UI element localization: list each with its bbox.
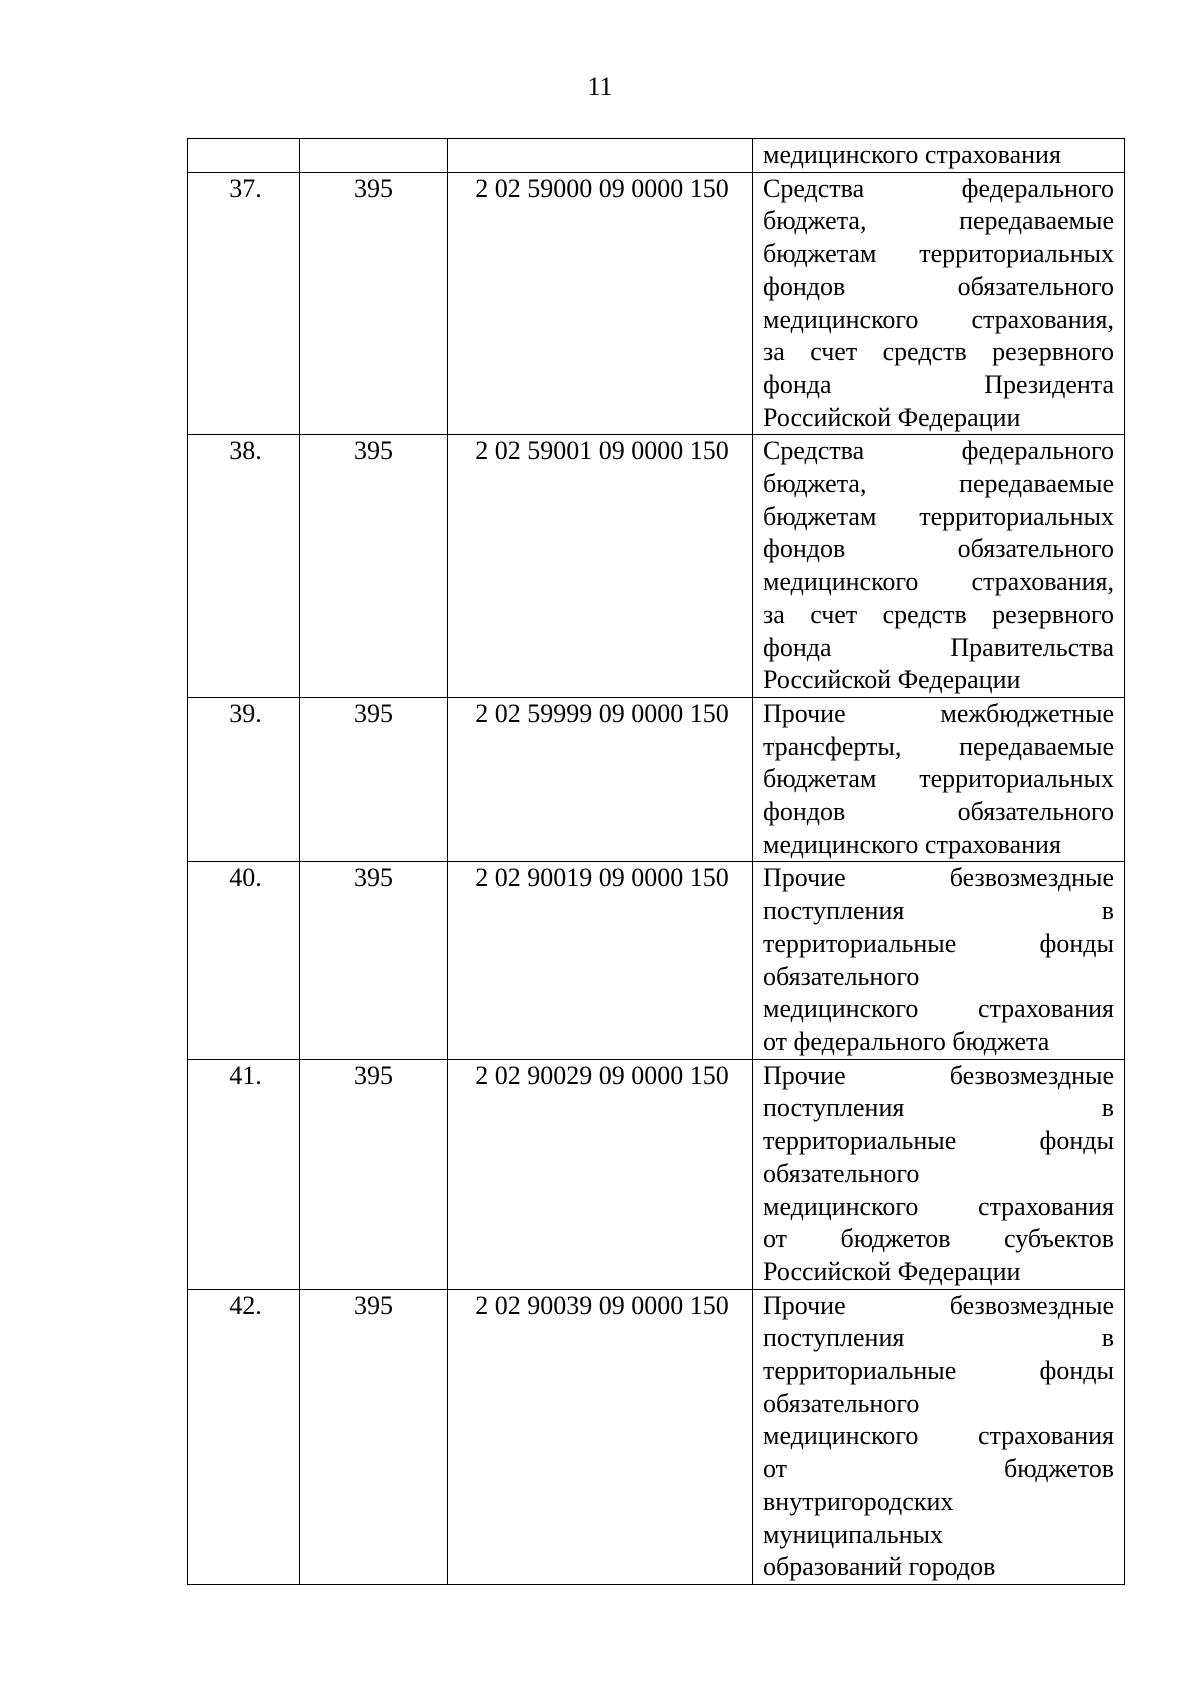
admin-code-cell: 395	[300, 172, 448, 435]
description-line: Средства федерального	[763, 173, 1114, 203]
revenue-codes-table	[187, 138, 1125, 1585]
description-line: медицинского страхования	[763, 140, 1061, 169]
description-line: медицинского страхования,	[763, 567, 1114, 597]
description-line: поступления в	[763, 1093, 1114, 1123]
description-cell	[753, 139, 1125, 173]
kbk-code-cell: 2 02 59001 09 0000 150	[448, 435, 753, 698]
description-line: трансферты, передаваемые	[763, 731, 1114, 761]
description-line: Прочие межбюджетные	[763, 698, 1114, 728]
table-row	[188, 1059, 1125, 1289]
description-line: Прочие безвозмездные	[763, 1060, 1114, 1090]
description-line: Средства федерального	[763, 436, 1114, 466]
row-number-cell: 37.	[188, 172, 300, 435]
description-line: от бюджетов	[763, 1454, 1114, 1484]
table-row	[188, 435, 1125, 698]
description-cell	[753, 697, 1125, 862]
description-line: фондов обязательного	[763, 271, 1114, 301]
description-cell	[753, 862, 1125, 1059]
kbk-code-cell: 2 02 59000 09 0000 150	[448, 172, 753, 435]
description-line: бюджетам территориальных	[763, 764, 1114, 794]
description-line: поступления в	[763, 896, 1114, 926]
description-line: медицинского страхования	[763, 829, 1061, 859]
description-cell	[753, 1289, 1125, 1584]
description-line: фонда Правительства	[763, 632, 1114, 662]
description-line: Российской Федерации	[763, 1256, 1021, 1286]
row-number-cell: 40.	[188, 862, 300, 1059]
kbk-code-cell	[448, 139, 753, 173]
description-line: территориальные фонды	[763, 928, 1114, 958]
table-row	[188, 172, 1125, 435]
description-line: обязательного	[763, 1388, 920, 1418]
description-line: за счет средств резервного	[763, 599, 1114, 629]
description-line: Прочие безвозмездные	[763, 1290, 1114, 1320]
description-line: Российской Федерации	[763, 665, 1021, 695]
description-line: медицинского страхования,	[763, 304, 1114, 334]
table-row	[188, 697, 1125, 862]
description-line: фонда Президента	[763, 369, 1114, 399]
table-row	[188, 1289, 1125, 1584]
description-line: от бюджетов субъектов	[763, 1224, 1114, 1254]
description-line: обязательного	[763, 961, 920, 991]
kbk-code-cell: 2 02 59999 09 0000 150	[448, 697, 753, 862]
description-line: медицинского страхования	[763, 994, 1114, 1024]
admin-code-cell: 395	[300, 1059, 448, 1289]
row-number-cell: 39.	[188, 697, 300, 862]
row-number-cell: 41.	[188, 1059, 300, 1289]
admin-code-cell: 395	[300, 1289, 448, 1584]
page-number: 11	[587, 72, 613, 101]
row-number-cell: 42.	[188, 1289, 300, 1584]
description-line: бюджета, передаваемые	[763, 206, 1114, 236]
admin-code-cell: 395	[300, 697, 448, 862]
description-line: за счет средств резервного	[763, 337, 1114, 367]
description-line: от федерального бюджета	[763, 1026, 1050, 1056]
admin-code-cell	[300, 139, 448, 173]
table-body	[188, 139, 1125, 1585]
description-line: поступления в	[763, 1323, 1114, 1353]
description-line: территориальные фонды	[763, 1356, 1114, 1386]
table-row-continued	[188, 139, 1125, 173]
description-line: бюджетам территориальных	[763, 501, 1114, 531]
kbk-code-cell: 2 02 90029 09 0000 150	[448, 1059, 753, 1289]
description-line: бюджетам территориальных	[763, 239, 1114, 269]
description-line: обязательного	[763, 1158, 920, 1188]
description-cell	[753, 172, 1125, 435]
description-line: муниципальных	[763, 1519, 944, 1549]
description-cell	[753, 1059, 1125, 1289]
description-line: фондов обязательного	[763, 534, 1114, 564]
kbk-code-cell: 2 02 90019 09 0000 150	[448, 862, 753, 1059]
admin-code-cell: 395	[300, 435, 448, 698]
description-line: бюджета, передаваемые	[763, 469, 1114, 499]
description-line: медицинского страхования	[763, 1421, 1114, 1451]
description-line: Прочие безвозмездные	[763, 863, 1114, 893]
description-line: территориальные фонды	[763, 1126, 1114, 1156]
description-line: внутригородских	[763, 1486, 954, 1516]
description-line: образований городов	[763, 1552, 996, 1582]
description-cell	[753, 435, 1125, 698]
row-number-cell	[188, 139, 300, 173]
admin-code-cell: 395	[300, 862, 448, 1059]
description-line: фондов обязательного	[763, 797, 1114, 827]
row-number-cell: 38.	[188, 435, 300, 698]
description-line: медицинского страхования	[763, 1191, 1114, 1221]
kbk-code-cell: 2 02 90039 09 0000 150	[448, 1289, 753, 1584]
table-row	[188, 862, 1125, 1059]
description-line: Российской Федерации	[763, 402, 1021, 432]
